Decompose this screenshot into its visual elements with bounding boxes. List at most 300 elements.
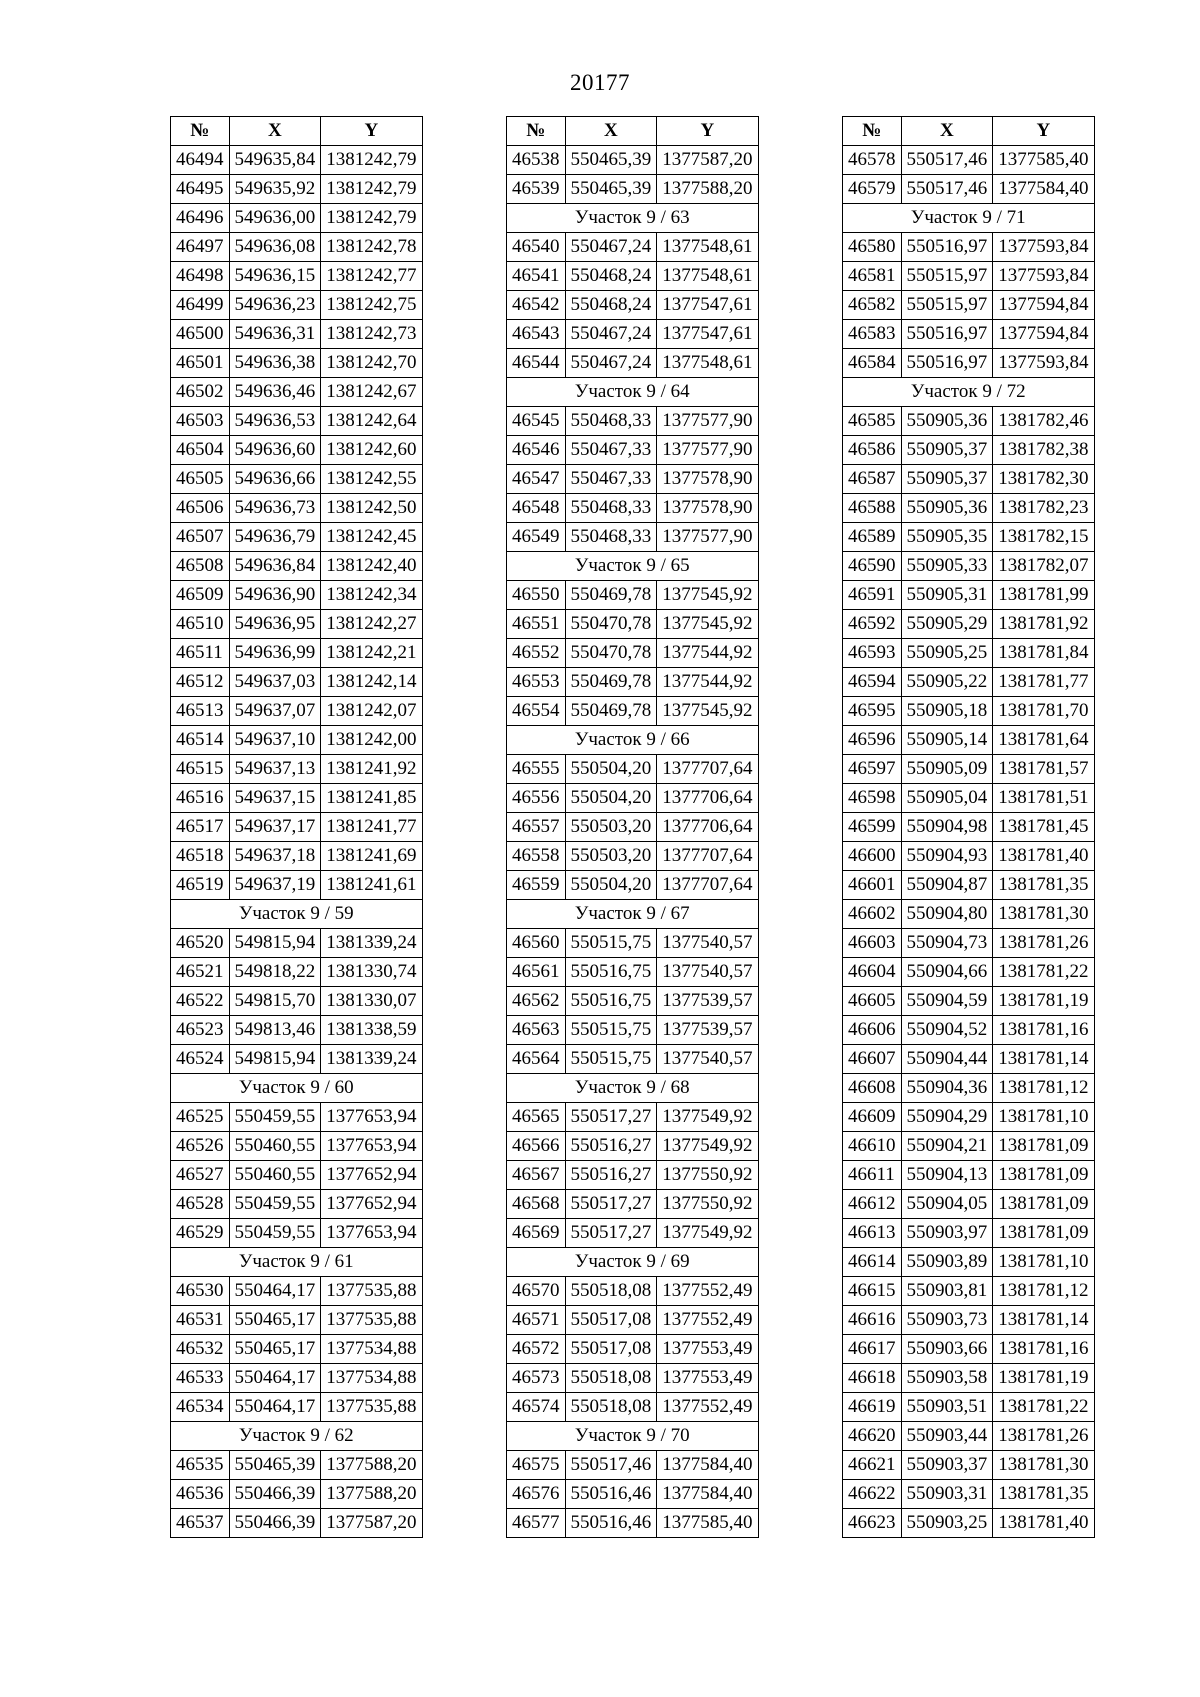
table-row [843,1161,1095,1190]
y-value: 1381781,77 [993,668,1094,697]
table-row [171,581,423,610]
table-row [171,668,423,697]
y-value: 1381242,79 [321,146,422,175]
point-number: 46516 [171,784,230,813]
header-x: X [565,117,657,146]
y-value: 1381242,27 [321,610,422,639]
y-value: 1381241,77 [321,813,422,842]
table-row [171,552,423,581]
table-row [507,1364,759,1393]
table-row [171,1335,423,1364]
y-value: 1381241,69 [321,842,422,871]
table-row [171,523,423,552]
table-row [171,1016,423,1045]
x-value: 550518,08 [565,1393,657,1422]
point-number: 46566 [507,1132,566,1161]
y-value: 1377594,84 [993,291,1094,320]
table-row [171,146,423,175]
x-value: 549637,18 [229,842,321,871]
table-row [507,320,759,349]
y-value: 1381781,64 [993,726,1094,755]
point-number: 46565 [507,1103,566,1132]
point-number: 46618 [843,1364,902,1393]
table-row [171,1451,423,1480]
point-number: 46554 [507,697,566,726]
x-value: 549636,79 [229,523,321,552]
point-number: 46502 [171,378,230,407]
table-row [843,1306,1095,1335]
table-header-row [507,117,759,146]
x-value: 550467,24 [565,349,657,378]
table-row [507,1277,759,1306]
point-number: 46509 [171,581,230,610]
table-row [507,1393,759,1422]
x-value: 550465,17 [229,1306,321,1335]
point-number: 46590 [843,552,902,581]
y-value: 1377545,92 [657,697,758,726]
table-row [171,1509,423,1538]
x-value: 550517,46 [565,1451,657,1480]
point-number: 46531 [171,1306,230,1335]
x-value: 549813,46 [229,1016,321,1045]
point-number: 46559 [507,871,566,900]
y-value: 1381241,92 [321,755,422,784]
y-value: 1381782,07 [993,552,1094,581]
point-number: 46514 [171,726,230,755]
table-row [843,146,1095,175]
point-number: 46518 [171,842,230,871]
table-row [507,1016,759,1045]
point-number: 46580 [843,233,902,262]
x-value: 550467,24 [565,233,657,262]
x-value: 550905,04 [901,784,993,813]
table-header-row [171,117,423,146]
y-value: 1381242,21 [321,639,422,668]
table-row [843,958,1095,987]
table-row [507,291,759,320]
y-value: 1377585,40 [993,146,1094,175]
x-value: 550515,75 [565,929,657,958]
table-row [507,842,759,871]
x-value: 549636,31 [229,320,321,349]
point-number: 46532 [171,1335,230,1364]
y-value: 1377553,49 [657,1364,758,1393]
point-number: 46611 [843,1161,902,1190]
x-value: 550516,27 [565,1161,657,1190]
table-header-row [843,117,1095,146]
y-value: 1381241,85 [321,784,422,813]
point-number: 46537 [171,1509,230,1538]
y-value: 1377707,64 [657,871,758,900]
point-number: 46522 [171,987,230,1016]
y-value: 1381781,51 [993,784,1094,813]
coordinate-table-2 [506,116,759,1538]
x-value: 549636,66 [229,465,321,494]
y-value: 1377594,84 [993,320,1094,349]
x-value: 550905,36 [901,407,993,436]
y-value: 1377653,94 [321,1219,422,1248]
section-row [843,204,1095,233]
x-value: 550904,52 [901,1016,993,1045]
y-value: 1377549,92 [657,1132,758,1161]
y-value: 1377653,94 [321,1132,422,1161]
section-title: Участок 9 / 63 [507,204,759,233]
y-value: 1381242,64 [321,407,422,436]
point-number: 46576 [507,1480,566,1509]
table-row [843,755,1095,784]
point-number: 46610 [843,1132,902,1161]
table-row [507,494,759,523]
point-number: 46612 [843,1190,902,1219]
section-title: Участок 9 / 65 [507,552,759,581]
point-number: 46538 [507,146,566,175]
y-value: 1377552,49 [657,1393,758,1422]
x-value: 550467,33 [565,436,657,465]
table-row [507,958,759,987]
x-value: 550470,78 [565,639,657,668]
x-value: 550465,17 [229,1335,321,1364]
table-row [171,610,423,639]
y-value: 1377584,40 [657,1451,758,1480]
table-row [507,784,759,813]
y-value: 1381242,07 [321,697,422,726]
table-row [171,842,423,871]
point-number: 46501 [171,349,230,378]
header-x: X [901,117,993,146]
x-value: 550464,17 [229,1364,321,1393]
point-number: 46539 [507,175,566,204]
table-row [507,987,759,1016]
section-row [507,552,759,581]
y-value: 1381242,67 [321,378,422,407]
x-value: 549636,53 [229,407,321,436]
table-row [171,494,423,523]
header-number: № [171,117,230,146]
point-number: 46551 [507,610,566,639]
point-number: 46510 [171,610,230,639]
point-number: 46495 [171,175,230,204]
y-value: 1377585,40 [657,1509,758,1538]
table-row [507,1335,759,1364]
point-number: 46543 [507,320,566,349]
y-value: 1377593,84 [993,349,1094,378]
point-number: 46520 [171,929,230,958]
x-value: 550516,46 [565,1480,657,1509]
table-row [171,1277,423,1306]
section-row [171,1422,423,1451]
section-row [171,1248,423,1277]
y-value: 1377588,20 [321,1451,422,1480]
point-number: 46525 [171,1103,230,1132]
y-value: 1377652,94 [321,1161,422,1190]
table-row [843,668,1095,697]
point-number: 46608 [843,1074,902,1103]
x-value: 550465,39 [565,175,657,204]
point-number: 46550 [507,581,566,610]
table-row [171,1480,423,1509]
y-value: 1381781,26 [993,1422,1094,1451]
y-value: 1377578,90 [657,494,758,523]
table-row [843,610,1095,639]
table-row [507,813,759,842]
y-value: 1377577,90 [657,436,758,465]
y-value: 1377587,20 [321,1509,422,1538]
x-value: 550904,21 [901,1132,993,1161]
section-title: Участок 9 / 60 [171,1074,423,1103]
table-row [507,1219,759,1248]
point-number: 46512 [171,668,230,697]
x-value: 550470,78 [565,610,657,639]
y-value: 1377544,92 [657,639,758,668]
y-value: 1381241,61 [321,871,422,900]
point-number: 46603 [843,929,902,958]
table-row [171,1103,423,1132]
point-number: 46530 [171,1277,230,1306]
table-row [507,1161,759,1190]
x-value: 550516,75 [565,987,657,1016]
point-number: 46584 [843,349,902,378]
point-number: 46536 [171,1480,230,1509]
point-number: 46613 [843,1219,902,1248]
y-value: 1381242,77 [321,262,422,291]
y-value: 1377584,40 [993,175,1094,204]
point-number: 46517 [171,813,230,842]
y-value: 1377548,61 [657,262,758,291]
coordinate-table-3 [842,116,1095,1538]
table-row [843,1422,1095,1451]
x-value: 550904,29 [901,1103,993,1132]
y-value: 1377706,64 [657,813,758,842]
table-row [507,581,759,610]
x-value: 550459,55 [229,1103,321,1132]
table-row [843,465,1095,494]
table-row [171,639,423,668]
x-value: 550518,08 [565,1364,657,1393]
x-value: 549637,03 [229,668,321,697]
point-number: 46606 [843,1016,902,1045]
point-number: 46524 [171,1045,230,1074]
y-value: 1377553,49 [657,1335,758,1364]
y-value: 1377547,61 [657,291,758,320]
point-number: 46623 [843,1509,902,1538]
x-value: 550515,97 [901,262,993,291]
table-row [843,1074,1095,1103]
point-number: 46574 [507,1393,566,1422]
table-row [171,436,423,465]
x-value: 549636,95 [229,610,321,639]
point-number: 46614 [843,1248,902,1277]
point-number: 46588 [843,494,902,523]
x-value: 550905,14 [901,726,993,755]
table-row [171,349,423,378]
x-value: 550903,31 [901,1480,993,1509]
y-value: 1377534,88 [321,1364,422,1393]
point-number: 46585 [843,407,902,436]
x-value: 550903,89 [901,1248,993,1277]
point-number: 46523 [171,1016,230,1045]
x-value: 550469,78 [565,581,657,610]
x-value: 550903,51 [901,1393,993,1422]
table-row [843,175,1095,204]
coordinate-table-1 [170,116,423,1538]
table-row [843,1132,1095,1161]
y-value: 1377534,88 [321,1335,422,1364]
x-value: 550903,25 [901,1509,993,1538]
x-value: 550517,27 [565,1190,657,1219]
y-value: 1381782,30 [993,465,1094,494]
point-number: 46581 [843,262,902,291]
table-row [843,639,1095,668]
y-value: 1381781,12 [993,1074,1094,1103]
y-value: 1381242,00 [321,726,422,755]
table-row [507,639,759,668]
x-value: 550466,39 [229,1509,321,1538]
point-number: 46496 [171,204,230,233]
point-number: 46619 [843,1393,902,1422]
x-value: 549636,46 [229,378,321,407]
y-value: 1381781,35 [993,1480,1094,1509]
y-value: 1381242,75 [321,291,422,320]
point-number: 46602 [843,900,902,929]
table-row [843,1364,1095,1393]
x-value: 550516,27 [565,1132,657,1161]
section-title: Участок 9 / 59 [171,900,423,929]
page-number: 20177 [570,70,630,95]
y-value: 1377706,64 [657,784,758,813]
x-value: 549637,19 [229,871,321,900]
table-row [843,1335,1095,1364]
x-value: 550905,33 [901,552,993,581]
y-value: 1377593,84 [993,262,1094,291]
point-number: 46521 [171,958,230,987]
table-row [843,784,1095,813]
point-number: 46583 [843,320,902,349]
point-number: 46553 [507,668,566,697]
point-number: 46599 [843,813,902,842]
table-row [507,436,759,465]
point-number: 46540 [507,233,566,262]
point-number: 46604 [843,958,902,987]
point-number: 46545 [507,407,566,436]
header-y: Y [321,117,422,146]
y-value: 1377588,20 [657,175,758,204]
point-number: 46563 [507,1016,566,1045]
x-value: 550904,59 [901,987,993,1016]
point-number: 46575 [507,1451,566,1480]
x-value: 550905,29 [901,610,993,639]
point-number: 46508 [171,552,230,581]
y-value: 1381781,26 [993,929,1094,958]
section-row [507,1422,759,1451]
x-value: 550504,20 [565,755,657,784]
table-row [171,262,423,291]
x-value: 550468,24 [565,291,657,320]
x-value: 550904,87 [901,871,993,900]
y-value: 1377577,90 [657,407,758,436]
table-row [171,320,423,349]
section-title: Участок 9 / 61 [171,1248,423,1277]
point-number: 46592 [843,610,902,639]
table-row [171,929,423,958]
section-title: Участок 9 / 62 [171,1422,423,1451]
point-number: 46572 [507,1335,566,1364]
x-value: 550465,39 [229,1451,321,1480]
point-number: 46562 [507,987,566,1016]
point-number: 46546 [507,436,566,465]
x-value: 549636,15 [229,262,321,291]
table-row [171,291,423,320]
y-value: 1381781,22 [993,958,1094,987]
table-row [171,784,423,813]
x-value: 550904,13 [901,1161,993,1190]
section-row [843,378,1095,407]
header-number: № [507,117,566,146]
point-number: 46557 [507,813,566,842]
y-value: 1381781,14 [993,1045,1094,1074]
x-value: 550904,98 [901,813,993,842]
header-y: Y [993,117,1094,146]
table-row [171,1219,423,1248]
x-value: 550904,05 [901,1190,993,1219]
table-row [507,175,759,204]
table-row [843,1277,1095,1306]
x-value: 550905,22 [901,668,993,697]
x-value: 550905,35 [901,523,993,552]
point-number: 46567 [507,1161,566,1190]
y-value: 1377539,57 [657,1016,758,1045]
point-number: 46527 [171,1161,230,1190]
point-number: 46591 [843,581,902,610]
point-number: 46578 [843,146,902,175]
y-value: 1381781,40 [993,1509,1094,1538]
table-row [843,900,1095,929]
section-title: Участок 9 / 67 [507,900,759,929]
table-row [507,349,759,378]
y-value: 1377552,49 [657,1277,758,1306]
point-number: 46596 [843,726,902,755]
y-value: 1377577,90 [657,523,758,552]
table-row [507,697,759,726]
x-value: 550464,17 [229,1393,321,1422]
point-number: 46607 [843,1045,902,1074]
table-row [507,465,759,494]
x-value: 550468,33 [565,494,657,523]
x-value: 549637,13 [229,755,321,784]
point-number: 46526 [171,1132,230,1161]
y-value: 1377548,61 [657,233,758,262]
y-value: 1381781,40 [993,842,1094,871]
y-value: 1381781,57 [993,755,1094,784]
y-value: 1381339,24 [321,1045,422,1074]
point-number: 46506 [171,494,230,523]
table-row [843,436,1095,465]
point-number: 46528 [171,1190,230,1219]
x-value: 550516,97 [901,320,993,349]
y-value: 1381781,09 [993,1219,1094,1248]
x-value: 549815,70 [229,987,321,1016]
table-row [507,1480,759,1509]
point-number: 46513 [171,697,230,726]
y-value: 1381781,45 [993,813,1094,842]
point-number: 46564 [507,1045,566,1074]
y-value: 1381781,22 [993,1393,1094,1422]
y-value: 1381242,60 [321,436,422,465]
table-row [507,1451,759,1480]
point-number: 46569 [507,1219,566,1248]
table-row [843,726,1095,755]
y-value: 1381339,24 [321,929,422,958]
table-row [843,1045,1095,1074]
